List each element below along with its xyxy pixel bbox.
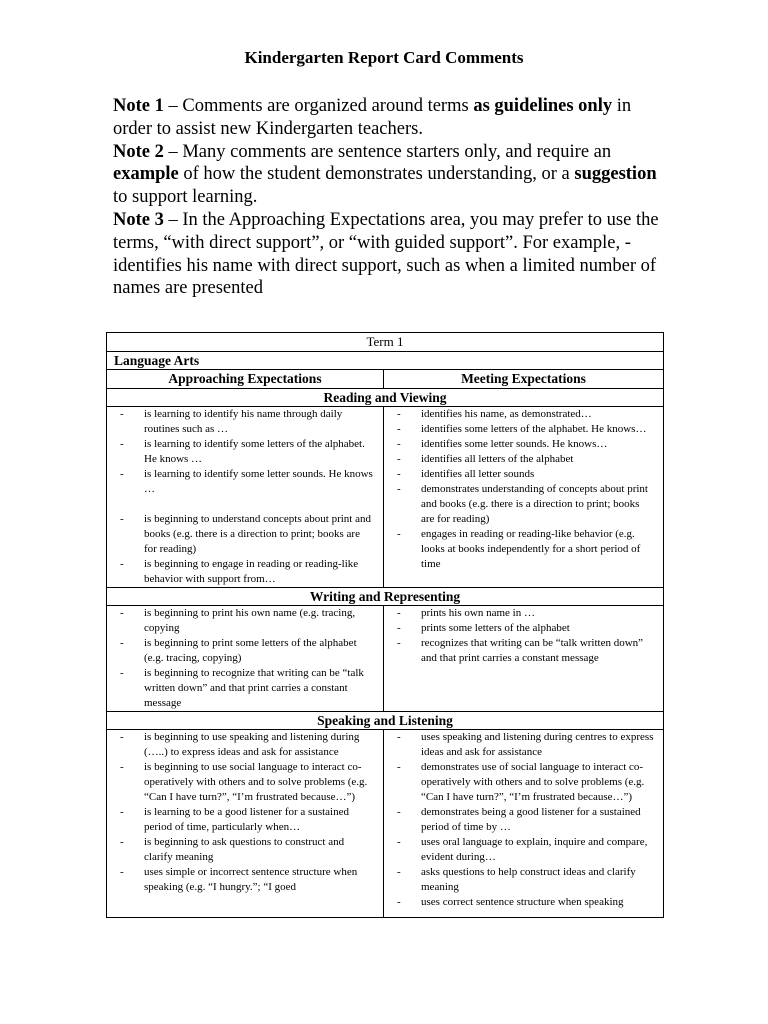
comment-item <box>107 437 379 467</box>
comment-text: is learning to be a good listener for a sustained period of time, particularly when… <box>144 806 349 833</box>
bullet-dash: - <box>120 558 124 570</box>
bullet-dash: - <box>397 761 401 773</box>
comment-item <box>384 606 659 621</box>
note-emphasis: as guidelines only <box>473 96 613 116</box>
comment-item <box>107 512 379 557</box>
bullet-dash: - <box>120 866 124 878</box>
comment-item <box>107 865 379 895</box>
comment-text: recognizes that writing can be “talk written down” and that print carries a constant message <box>421 637 644 664</box>
comment-item <box>107 557 379 587</box>
section-heading: Writing and Representing <box>107 588 664 606</box>
bullet-dash: - <box>120 438 124 450</box>
comment-text: is learning to identify his name through daily routines such as … <box>144 408 343 435</box>
bullet-dash: - <box>397 637 401 649</box>
meeting-cell <box>384 606 664 712</box>
comment-text: is beginning to understand concepts about print and books (e.g. there is a direction to print; books are for reading) <box>144 513 371 555</box>
note-text: – Many comments are sentence starters only, and require an <box>163 141 612 162</box>
comment-item <box>384 895 659 910</box>
comment-item <box>384 621 659 636</box>
bullet-dash: - <box>397 468 401 480</box>
comment-item <box>107 835 379 865</box>
comment-item <box>384 636 659 666</box>
comment-item <box>107 636 379 666</box>
bullet-dash: - <box>120 806 124 818</box>
column-approaching: Approaching Expectations <box>107 370 384 389</box>
comment-text: demonstrates understanding of concepts about print and books (e.g. there is a direction to print; books are for reading) <box>421 483 648 525</box>
comment-item <box>107 666 379 711</box>
comment-item <box>384 407 659 422</box>
approaching-cell <box>107 407 384 588</box>
comment-text: prints his own name in … <box>421 607 535 619</box>
bullet-dash: - <box>120 408 124 420</box>
comment-item <box>107 407 379 437</box>
note-text: – Comments are organized around terms <box>163 96 474 116</box>
comment-text: identifies his name, as demonstrated… <box>421 408 592 420</box>
comment-text: is beginning to recognize that writing can be “talk written down” and that print carries a constant message <box>144 667 364 709</box>
approaching-cell <box>107 730 384 918</box>
comment-item <box>384 760 659 805</box>
comment-text: is beginning to ask questions to construct and clarify meaning <box>144 836 345 863</box>
bullet-dash: - <box>397 607 401 619</box>
bullet-dash: - <box>397 483 401 495</box>
bullet-dash: - <box>120 468 124 480</box>
bullet-dash: - <box>397 866 401 878</box>
comment-item <box>384 422 659 437</box>
comment-item <box>107 760 379 805</box>
comment-text: engages in reading or reading-like behavior (e.g. looks at books independently for a short period of time <box>421 528 641 570</box>
comment-text: asks questions to help construct ideas and clarify meaning <box>421 866 636 893</box>
comment-item <box>384 835 659 865</box>
comment-text: uses oral language to explain, inquire and compare, evident during… <box>421 836 648 863</box>
comment-item <box>384 805 659 835</box>
report-card-table <box>106 332 664 918</box>
section-heading: Speaking and Listening <box>107 712 664 730</box>
note-label: Note 2 <box>113 141 164 162</box>
bullet-dash: - <box>120 607 124 619</box>
column-meeting: Meeting Expectations <box>384 370 664 389</box>
comment-text: uses speaking and listening during centres to express ideas and ask for assistance <box>421 731 654 758</box>
subject-heading: Language Arts <box>107 352 664 370</box>
note-1 <box>113 95 673 141</box>
comment-item <box>107 606 379 636</box>
bullet-dash: - <box>397 806 401 818</box>
note-2 <box>113 141 673 209</box>
comment-item <box>384 437 659 452</box>
bullet-dash: - <box>397 528 401 540</box>
comment-text: demonstrates use of social language to interact co-operatively with others and to solve problems (e.g. “Can I have turn?”, “I’m frustrated because…”) <box>421 761 645 803</box>
bullet-dash: - <box>397 408 401 420</box>
comment-item <box>107 467 379 497</box>
bullet-dash: - <box>120 513 124 525</box>
note-text: in order to assist new Kindergarten teachers. <box>113 96 632 139</box>
comment-text: is beginning to print his own name (e.g. tracing, copying <box>144 607 356 634</box>
comment-item <box>384 865 659 895</box>
comment-item <box>384 467 659 482</box>
note-text: of how the student demonstrates understanding, or a <box>178 164 575 185</box>
bullet-dash: - <box>397 453 401 465</box>
document-title: Kindergarten Report Card Comments <box>244 48 524 67</box>
comment-item <box>384 452 659 467</box>
comment-text: uses correct sentence structure when speaking <box>421 896 624 908</box>
comment-text: identifies some letter sounds. He knows… <box>421 438 608 450</box>
comment-text: prints some letters of the alphabet <box>421 622 570 634</box>
bullet-dash: - <box>397 622 401 634</box>
comment-text: is learning to identify some letter sounds. He knows … <box>144 468 373 495</box>
note-emphasis: example <box>113 164 179 185</box>
notes <box>113 95 673 300</box>
bullet-dash: - <box>120 667 124 679</box>
term-heading: Term 1 <box>107 333 664 352</box>
bullet-dash: - <box>397 423 401 435</box>
note-text: – In the Approaching Expectations area, you may prefer to use the terms, “with direct support”, or “with guided support”. For example, - identifies his name with direct support, such as when a limited number of names are presented <box>113 209 659 299</box>
comment-item <box>384 482 659 527</box>
comment-text: identifies all letters of the alphabet <box>421 453 574 465</box>
comment-text: identifies all letter sounds <box>421 468 535 480</box>
note-label: Note 3 <box>113 209 164 230</box>
comment-text: uses simple or incorrect sentence structure when speaking (e.g. “I hungry.”; “I goed <box>144 866 358 893</box>
note-text: to support learning. <box>113 187 258 208</box>
meeting-cell <box>384 730 664 918</box>
note-label: Note 1 <box>113 96 164 116</box>
comment-item <box>384 730 659 760</box>
comment-text: is beginning to use social language to interact co-operatively with others and to solve problems (e.g. “Can I have turn?”, “I’m frustrated because…”) <box>144 761 368 803</box>
bullet-dash: - <box>120 731 124 743</box>
note-3 <box>113 209 673 300</box>
comment-item <box>107 805 379 835</box>
comment-text: identifies some letters of the alphabet. He knows… <box>421 423 647 435</box>
comment-item <box>107 497 379 512</box>
approaching-cell <box>107 606 384 712</box>
comment-item <box>384 527 659 572</box>
comment-text: is beginning to use speaking and listening during (…..) to express ideas and ask for assistance <box>144 731 360 758</box>
bullet-dash: - <box>397 896 401 908</box>
comment-text: demonstrates being a good listener for a sustained period of time by … <box>421 806 641 833</box>
comment-item <box>107 730 379 760</box>
note-emphasis: suggestion <box>574 164 657 185</box>
comment-text: is beginning to engage in reading or reading-like behavior with support from… <box>144 558 359 585</box>
meeting-cell <box>384 407 664 588</box>
bullet-dash: - <box>397 731 401 743</box>
bullet-dash: - <box>397 438 401 450</box>
comment-text: is beginning to print some letters of the alphabet (e.g. tracing, copying) <box>144 637 357 664</box>
comment-text: is learning to identify some letters of the alphabet. He knows … <box>144 438 365 465</box>
section-heading: Reading and Viewing <box>107 389 664 407</box>
bullet-dash: - <box>397 836 401 848</box>
bullet-dash: - <box>120 637 124 649</box>
bullet-dash: - <box>120 761 124 773</box>
bullet-dash: - <box>120 836 124 848</box>
